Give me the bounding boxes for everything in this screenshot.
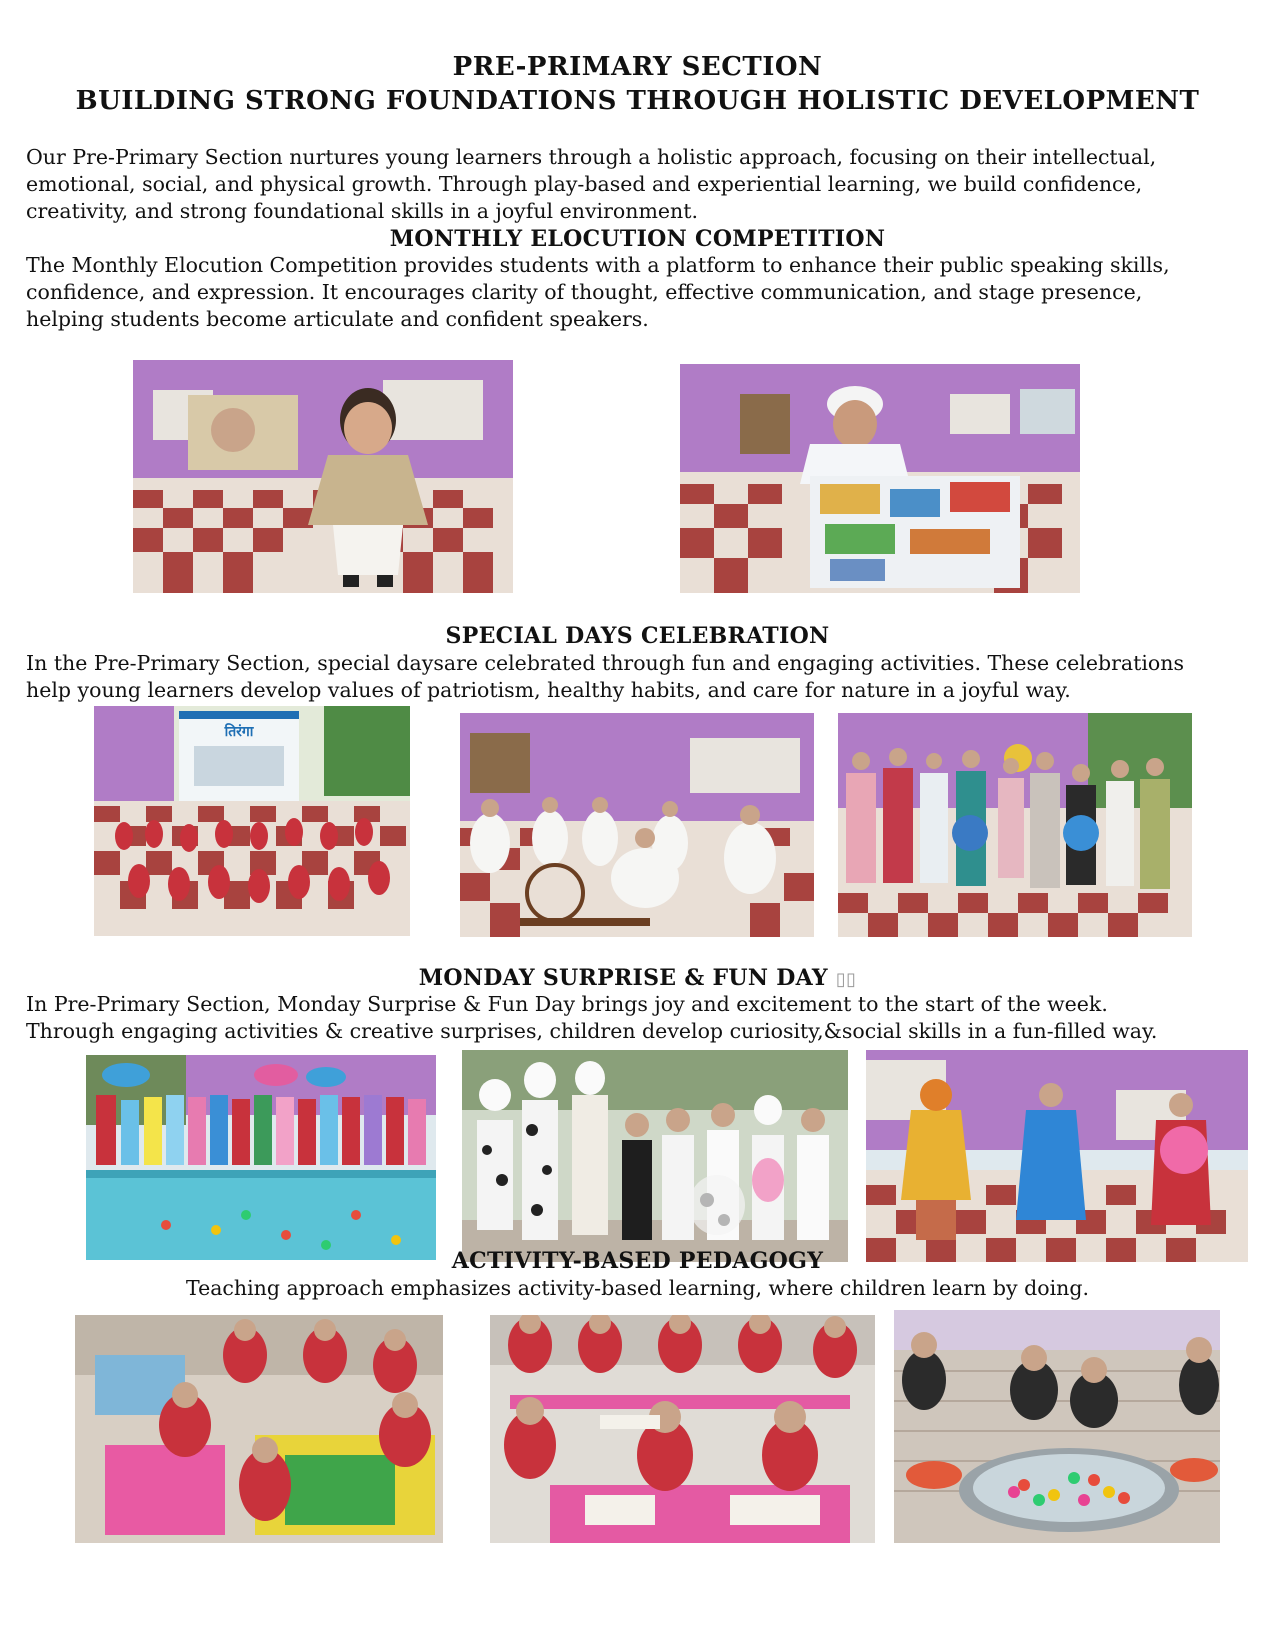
special-days-line: help young learners develop values of patriotism, healthy habits, and care for nature in a joyful way. <box>26 678 1071 702</box>
special-days-line: In the Pre-Primary Section, special daysare celebrated through fun and engaging activities. These celebrations <box>26 651 1184 675</box>
monday-heading-text: MONDAY SURPRISE & FUN DAY <box>418 965 828 991</box>
elocution-paragraph <box>26 252 1261 333</box>
banner-text: तिरंगा <box>224 724 254 740</box>
monday-photo-animals <box>462 1050 848 1262</box>
intro-line: emotional, social, and physical growth. Through play-based and experiential learning, we build confidence, <box>26 172 1143 196</box>
monday-heading-glyph: ▯▯ <box>835 969 857 990</box>
pedagogy-paragraph <box>0 1275 1275 1302</box>
pedagogy-line: Teaching approach emphasizes activity-based learning, where children learn by doing. <box>186 1276 1089 1300</box>
elocution-photo-1 <box>133 360 513 593</box>
intro-line: creativity, and strong foundational skills in a joyful environment. <box>26 199 698 223</box>
pedagogy-photo-models <box>75 1315 443 1543</box>
page-title-line1: PRE-PRIMARY SECTION <box>452 52 823 82</box>
elocution-line: helping students become articulate and confident speakers. <box>26 307 649 331</box>
page-title-line2: BUILDING STRONG FOUNDATIONS THROUGH HOLISTIC DEVELOPMENT <box>75 86 1200 116</box>
elocution-line: The Monthly Elocution Competition provides students with a platform to enhance their public speaking skills, <box>26 253 1170 277</box>
special-days-paragraph <box>26 650 1261 704</box>
pedagogy-photo-water-play <box>894 1310 1220 1543</box>
special-days-heading: SPECIAL DAYS CELEBRATION <box>445 623 830 649</box>
intro-paragraph <box>26 144 1261 225</box>
intro-line: Our Pre-Primary Section nurtures young learners through a holistic approach, focusing on their intellectual, <box>26 145 1157 169</box>
elocution-heading: MONTHLY ELOCUTION COMPETITION <box>389 226 886 252</box>
monday-paragraph <box>26 991 1261 1045</box>
monday-line: Through engaging activities & creative surprises, children develop curiosity,&social skills in a fun-filled way. <box>26 1019 1158 1043</box>
monday-photo-costumes <box>866 1050 1248 1262</box>
elocution-photo-2 <box>680 364 1080 593</box>
special-days-photo-yoga <box>94 706 410 936</box>
monday-heading <box>0 965 1275 991</box>
special-days-photo-nature <box>838 713 1192 937</box>
special-days-photo-charkha <box>460 713 814 937</box>
pedagogy-photo-reading <box>490 1315 875 1543</box>
pedagogy-heading: ACTIVITY-BASED PEDAGOGY <box>451 1248 824 1274</box>
monday-photo-rain <box>86 1055 436 1260</box>
monday-line: In Pre-Primary Section, Monday Surprise & Fun Day brings joy and excitement to the start of the week. <box>26 992 1108 1016</box>
elocution-line: confidence, and expression. It encourages clarity of thought, effective communication, and stage presence, <box>26 280 1143 304</box>
